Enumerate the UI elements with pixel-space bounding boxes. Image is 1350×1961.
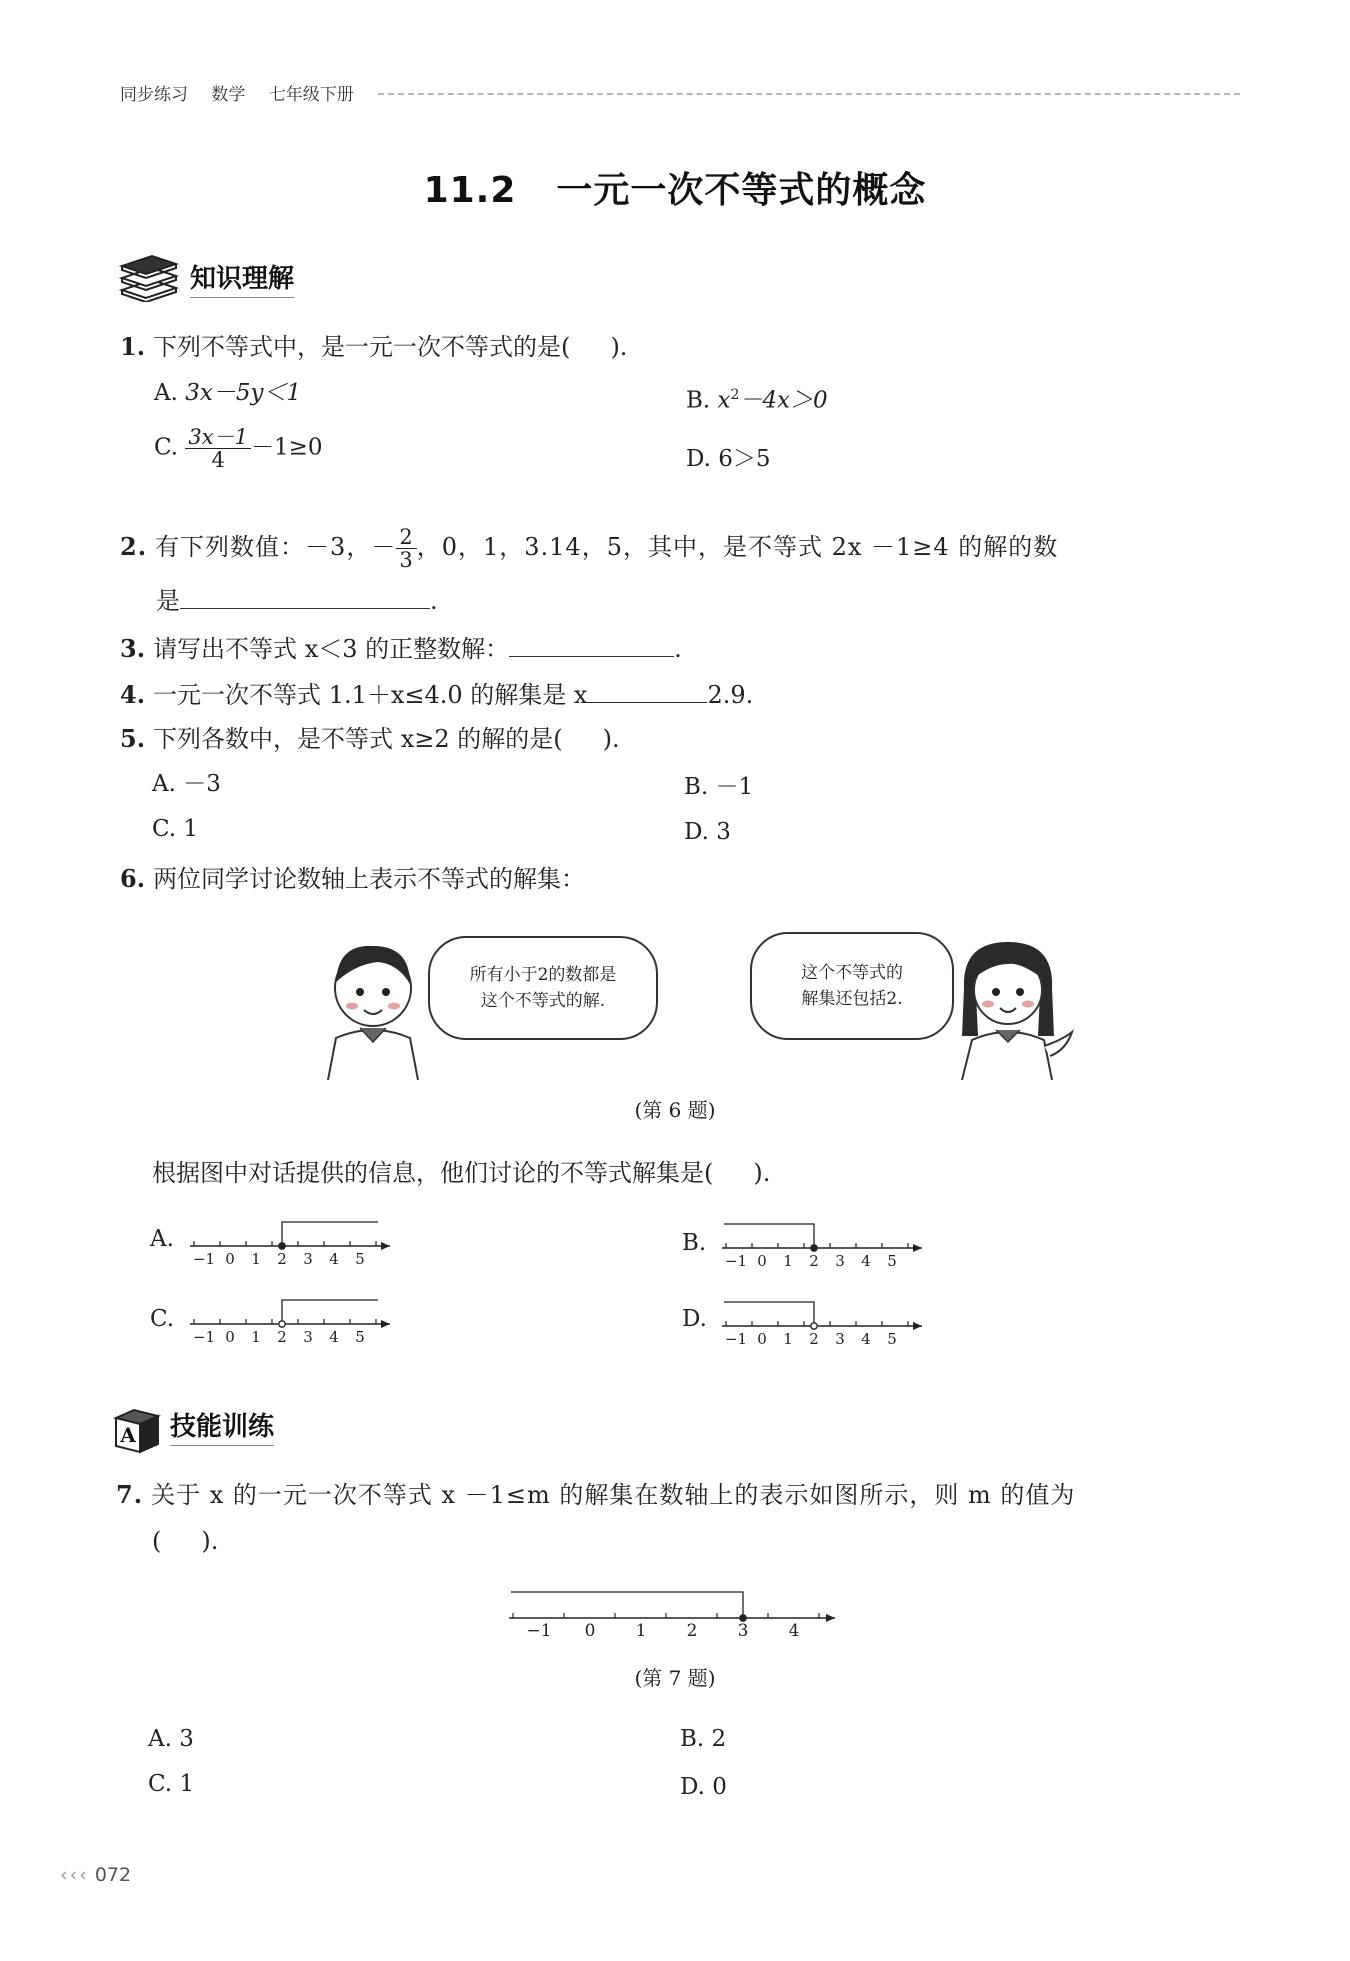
tick-label: 1 <box>783 1330 793 1344</box>
tick-label: 0 <box>225 1328 235 1342</box>
q7-number: 7. <box>116 1480 144 1509</box>
section-title-knowledge: 知识理解 <box>190 258 294 298</box>
q6-text: 两位同学讨论数轴上表示不等式的解集： <box>153 865 586 893</box>
q2-frac-num: 2 <box>396 526 416 549</box>
speech-bubble-left <box>428 936 658 1040</box>
q1-option-d-label: D. <box>686 446 711 472</box>
page-number <box>60 1864 131 1886</box>
books-icon <box>118 254 180 306</box>
q6-question-end: ). <box>753 1159 771 1187</box>
tick-label: 2 <box>277 1328 287 1342</box>
q1-option-c-numerator: 3x－1 <box>185 426 251 449</box>
q1-option-c-rest: －1≥0 <box>250 434 323 461</box>
q1-option-c-fraction <box>185 426 251 471</box>
solution-bracket <box>724 1302 814 1326</box>
q2-frac-den: 3 <box>399 548 414 572</box>
bubble-right-line-1: 这个不等式的 <box>801 963 903 983</box>
q1-option-a-label: A. <box>154 380 178 406</box>
tick-label: 0 <box>757 1330 767 1344</box>
q1-option-a <box>154 376 301 410</box>
bubble-left-line-1: 所有小于2的数都是 <box>469 965 617 985</box>
tick-label: −1 <box>192 1328 216 1342</box>
header-rule <box>378 93 1240 95</box>
q6-option-d-numberline <box>722 1284 942 1348</box>
tick-label: 4 <box>861 1330 871 1344</box>
solution-bracket <box>724 1224 814 1248</box>
tick-label: 4 <box>329 1250 339 1264</box>
tick-label: −1 <box>192 1250 216 1264</box>
bubble-right-line-2: 解集还包括2. <box>801 989 903 1009</box>
question-2-cont <box>156 584 438 618</box>
q1-option-a-expr: 3x－5y＜1 <box>185 380 302 406</box>
q3-answer-blank[interactable] <box>509 634 674 657</box>
tick-label: 3 <box>835 1330 845 1344</box>
q6-option-b-label: B. <box>682 1230 707 1256</box>
page-title <box>0 162 1350 213</box>
tick-label: 3 <box>737 1621 749 1641</box>
q5-text: 下列各数中，是不等式 x≥2 的解的是( <box>153 725 563 753</box>
tick-label: 4 <box>861 1252 871 1266</box>
tick-label: 3 <box>303 1328 313 1342</box>
q1-text: 下列不等式中，是一元一次不等式的是( <box>153 333 571 361</box>
tick-label: 0 <box>584 1621 596 1641</box>
axis-arrow <box>381 1320 390 1328</box>
q1-option-b-sup: 2 <box>730 387 740 403</box>
tick-label: 2 <box>686 1621 698 1641</box>
tick-label: 5 <box>355 1250 365 1264</box>
cube-a-icon <box>112 1404 162 1458</box>
page-arrows-icon: ‹‹‹ <box>60 1864 89 1886</box>
q7-option-b: B. 2 <box>680 1726 727 1752</box>
tick-label: 0 <box>225 1250 235 1264</box>
q2-text-c: 是 <box>156 587 180 615</box>
q6-option-d-label: D. <box>682 1306 707 1332</box>
q1-option-d <box>686 442 771 476</box>
q2-text-a: 有下列数值：－3，－ <box>155 533 397 561</box>
q7-option-c: C. 1 <box>148 1771 195 1797</box>
tick-label: 3 <box>835 1252 845 1266</box>
header-grade: 七年级下册 <box>268 85 354 105</box>
figure-6-caption: (第 6 题) <box>634 1098 716 1122</box>
tick-label: −1 <box>724 1330 748 1344</box>
q3-text: 请写出不等式 x＜3 的正整数解： <box>153 635 510 663</box>
tick-label: −1 <box>526 1621 552 1641</box>
q7-paren: ( <box>152 1527 162 1555</box>
q6-option-c-numberline <box>190 1282 410 1346</box>
q2-fraction <box>396 526 416 571</box>
tick-label: −1 <box>724 1252 748 1266</box>
q1-option-b-rest: －4x＞0 <box>739 387 828 414</box>
q7-end: ). <box>201 1527 219 1555</box>
solid-point <box>740 1615 746 1621</box>
q5-option-c: C. 1 <box>152 816 199 842</box>
q5-option-d: D. 3 <box>684 819 731 845</box>
tick-label: 2 <box>809 1330 819 1344</box>
question-7-cont <box>152 1524 218 1558</box>
q7-numberline <box>505 1582 845 1656</box>
q5-option-a: A. －3 <box>152 771 221 797</box>
solid-point <box>279 1243 285 1249</box>
q6-number: 6. <box>120 864 146 893</box>
solution-bracket <box>282 1300 378 1324</box>
boy-illustration <box>318 930 428 1084</box>
q6-option-c-label: C. <box>150 1306 175 1332</box>
q4-number: 4. <box>120 680 146 709</box>
tick-label: 5 <box>887 1252 897 1266</box>
q1-option-d-expr: 6＞5 <box>718 446 771 472</box>
q1-end: ). <box>610 333 628 361</box>
tick-label: 1 <box>251 1328 261 1342</box>
q4-text: 一元一次不等式 1.1＋x≤4.0 的解集是 x <box>153 681 588 709</box>
solution-bracket <box>282 1222 378 1246</box>
q1-option-b-base: x <box>717 387 731 414</box>
q2-text-b: ，0，1，3.14，5，其中，是不等式 2x －1≥4 的解的数 <box>416 533 1059 561</box>
q5-number: 5. <box>120 724 146 753</box>
question-3 <box>120 632 682 666</box>
q1-option-b-label: B. <box>686 387 711 414</box>
q2-answer-blank[interactable] <box>180 586 430 609</box>
q7-option-d: D. 0 <box>680 1774 727 1800</box>
q1-option-c-label: C. <box>154 434 179 461</box>
running-header <box>120 80 372 105</box>
title-text: 一元一次不等式的概念 <box>556 170 927 211</box>
tick-label: 4 <box>329 1328 339 1342</box>
axis-arrow <box>913 1322 922 1330</box>
q6-option-a-label: A. <box>150 1226 174 1252</box>
q4-answer-blank[interactable] <box>587 680 707 703</box>
tick-label: 3 <box>303 1250 313 1264</box>
girl-illustration <box>950 928 1075 1084</box>
hollow-point <box>279 1321 285 1327</box>
q1-number: 1. <box>120 332 146 361</box>
axis-arrow <box>826 1614 835 1622</box>
question-2 <box>120 526 1058 571</box>
q5-end: ). <box>602 725 620 753</box>
q6-option-a-numberline <box>190 1204 410 1268</box>
q1-option-c-denominator: 4 <box>211 448 225 472</box>
tick-label: 2 <box>277 1250 287 1264</box>
solid-point <box>811 1245 817 1251</box>
bubble-left-line-2: 这个不等式的解. <box>480 991 606 1011</box>
q4-end: 2.9. <box>707 681 754 709</box>
figure-7-caption: (第 7 题) <box>634 1666 716 1690</box>
axis-arrow <box>381 1242 390 1250</box>
tick-label: 4 <box>788 1621 800 1641</box>
tick-label: 2 <box>809 1252 819 1266</box>
q6-question-text: 根据图中对话提供的信息，他们讨论的不等式解集是( <box>152 1159 714 1187</box>
tick-label: 0 <box>757 1252 767 1266</box>
header-book: 同步练习 <box>120 85 188 105</box>
q1-option-b <box>686 378 828 418</box>
page-number-value: 072 <box>94 1864 132 1886</box>
axis-arrow <box>913 1244 922 1252</box>
question-7 <box>116 1478 1075 1512</box>
q3-end: . <box>674 635 682 663</box>
tick-label: 1 <box>635 1621 647 1641</box>
tick-label: 5 <box>355 1328 365 1342</box>
question-5 <box>120 722 620 756</box>
q2-end: . <box>430 587 438 615</box>
question-1 <box>120 330 627 364</box>
hollow-point <box>811 1323 817 1329</box>
cube-icon-letter: A <box>120 1423 136 1447</box>
q3-number: 3. <box>120 634 146 663</box>
tick-label: 1 <box>783 1252 793 1266</box>
question-6-prompt <box>152 1156 770 1190</box>
section-title-skills: 技能训练 <box>170 1406 274 1446</box>
title-number: 11.2 <box>423 170 517 211</box>
question-6 <box>120 862 585 896</box>
q1-option-c <box>154 426 323 471</box>
q7-text: 关于 x 的一元一次不等式 x －1≤m 的解集在数轴上的表示如图所示，则 m 的值为 <box>151 1481 1076 1509</box>
q6-option-b-numberline <box>722 1206 942 1270</box>
tick-label: 1 <box>251 1250 261 1264</box>
speech-bubble-right <box>750 932 954 1040</box>
q5-option-b: B. －1 <box>684 774 754 800</box>
q2-number: 2. <box>120 532 148 561</box>
question-4 <box>120 678 753 712</box>
solution-bracket <box>511 1592 743 1618</box>
tick-label: 5 <box>887 1330 897 1344</box>
header-subject: 数学 <box>211 85 246 105</box>
q7-option-a: A. 3 <box>148 1726 194 1752</box>
